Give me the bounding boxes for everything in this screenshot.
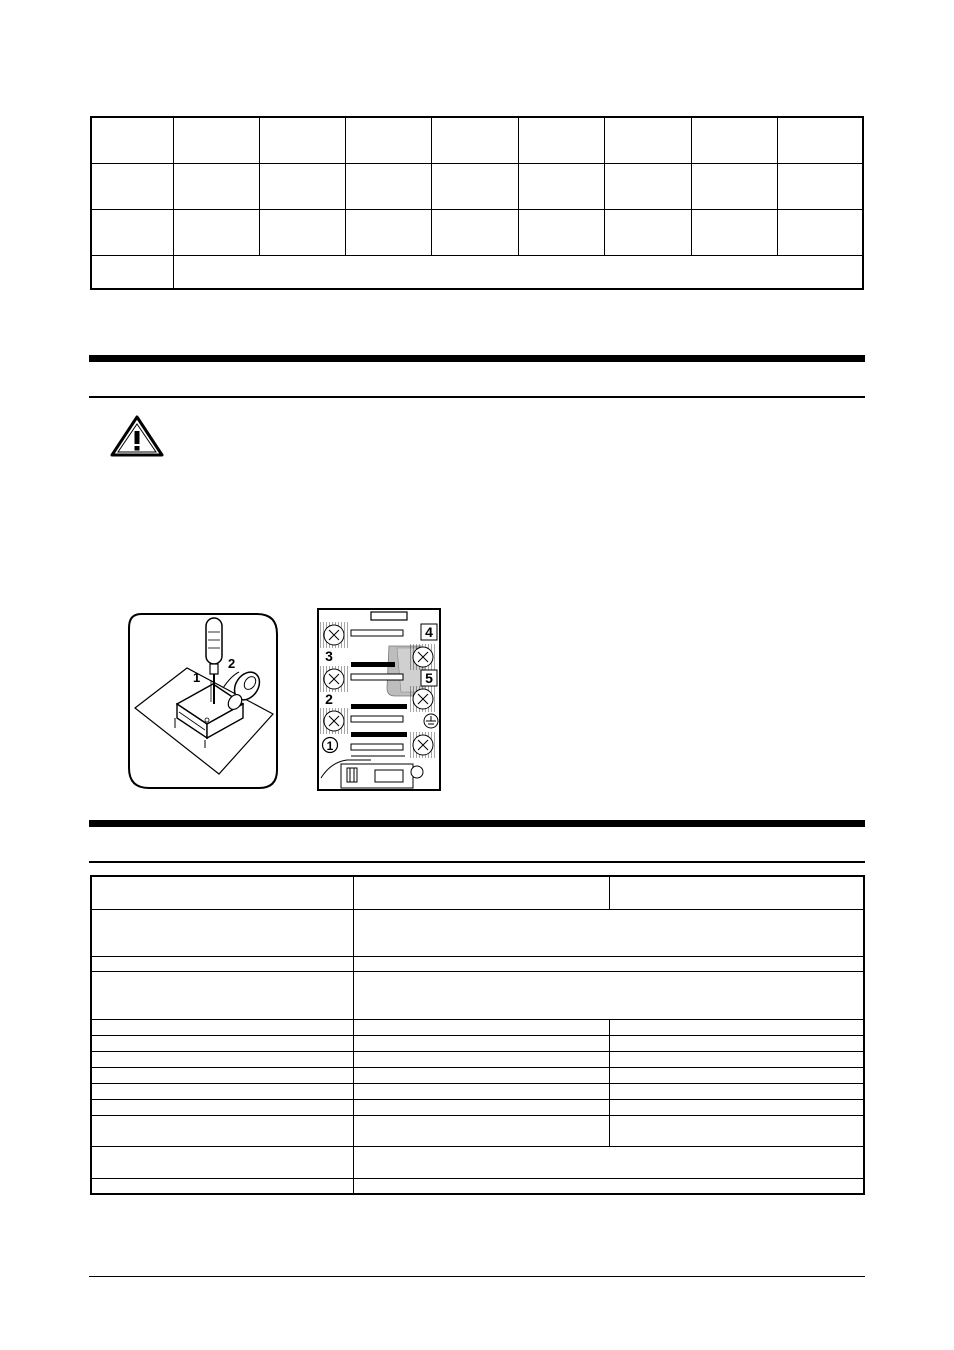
terminal-screw-left-3 xyxy=(320,708,348,734)
spec-table-bottom xyxy=(90,875,865,1195)
terminal-label-2: 2 xyxy=(325,691,333,707)
terminal-screw-left-1 xyxy=(320,622,348,648)
terminal-block-illustration xyxy=(317,608,441,791)
terminal-screw-right-1 xyxy=(409,644,437,670)
table-row xyxy=(91,1083,864,1099)
table-row xyxy=(91,909,864,956)
terminal-label-5: 5 xyxy=(425,670,433,686)
table-row xyxy=(91,164,863,210)
ground-symbol-icon xyxy=(424,714,438,728)
screwdriver-opening-illustration xyxy=(127,610,279,790)
terminal-label-1: 1 xyxy=(326,739,334,753)
section-rule-thick xyxy=(89,820,865,827)
terminal-screw-right-2 xyxy=(409,686,437,712)
table-row xyxy=(91,956,864,971)
table-row xyxy=(91,1178,864,1194)
spec-table-top xyxy=(90,116,864,290)
table-row xyxy=(91,1146,864,1178)
footer-rule xyxy=(89,1276,865,1277)
section-rule-thin xyxy=(89,396,865,398)
terminal-screw-left-2 xyxy=(320,666,348,692)
table-row xyxy=(91,1051,864,1067)
section-rule-thick xyxy=(89,355,865,362)
table-row xyxy=(91,1099,864,1115)
terminal-screw-right-3 xyxy=(409,732,437,758)
table-row xyxy=(91,256,863,290)
section-rule-thin xyxy=(89,861,865,863)
terminal-label-3: 3 xyxy=(325,648,333,664)
table-row xyxy=(91,1067,864,1083)
callout-1-label: 1 xyxy=(193,670,201,685)
terminal-label-4: 4 xyxy=(425,624,433,640)
table-row xyxy=(91,117,863,164)
callout-2-label: 2 xyxy=(228,656,236,671)
table-row xyxy=(91,1115,864,1146)
table-row xyxy=(91,876,864,909)
table-row xyxy=(91,210,863,256)
table-row xyxy=(91,971,864,1019)
table-row xyxy=(91,1035,864,1051)
table-row xyxy=(91,1019,864,1035)
warning-triangle-icon xyxy=(110,415,164,457)
